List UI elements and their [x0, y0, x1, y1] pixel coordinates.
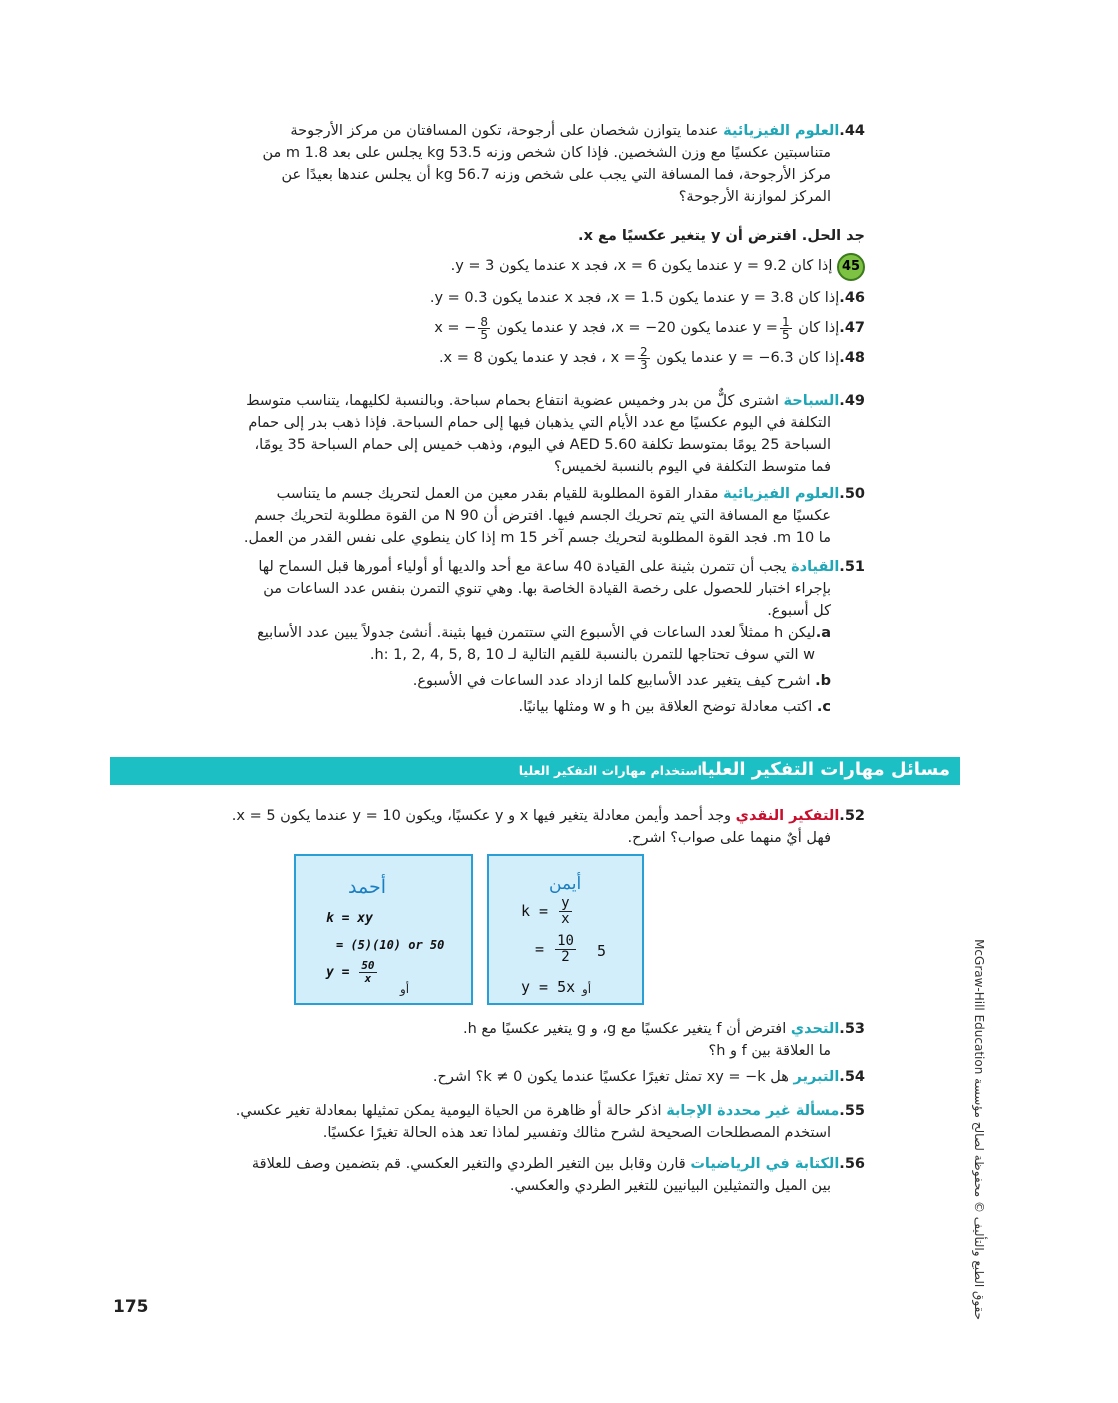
problem-text: كل أسبوع.	[767, 603, 831, 619]
denominator: 2	[561, 949, 570, 965]
problem-number: 51.	[839, 559, 865, 575]
problem-number: 55.	[839, 1103, 865, 1119]
math-expression	[610, 344, 652, 372]
student-name: أحمد	[348, 876, 386, 898]
topic-label: القيادة	[791, 559, 840, 575]
fraction	[478, 316, 490, 341]
problem-number: 54.	[839, 1069, 865, 1085]
ayman-solution-card	[487, 854, 644, 1005]
work-text: y =	[326, 965, 350, 980]
math-text: y =	[752, 320, 778, 336]
problem-text: قارن وقابل بين التغير الطردي والتغير العكسي. قم بتضمين وصف للعلاقة	[251, 1156, 686, 1172]
numerator: 1	[781, 314, 790, 329]
problem-number: 56.	[839, 1156, 865, 1172]
problem-47	[434, 313, 865, 343]
topic-label: العلوم الفيزيائية	[723, 486, 840, 502]
problem-number: 46.	[839, 290, 865, 306]
problem-52	[195, 805, 865, 849]
fraction	[638, 346, 650, 371]
problem-text: التكلفة في اليوم عكسيًا مع عدد الأيام التي يذهبان فيها إلى حمام السباحة. فإذا ذهب بدر إلى حمام	[248, 415, 831, 431]
or-label: أو	[582, 982, 592, 996]
problem-text: اذكر حالة أو ظاهرة من الحياة اليومية يمكن تمثيلها بمعادلة تغير عكسي.	[235, 1103, 662, 1119]
problem-text: مركز الأرجوحة، فما المسافة التي يجب على شخص وزنه 56.7 kg أن يجلس عندها بعيدًا عن	[281, 167, 831, 183]
problem-number: 52.	[839, 808, 865, 824]
problem-text: متناسبتين عكسيًا مع وزن الشخصين. فإذا كان شخص وزنه 53.5 kg يجلس على بعد 1.8 m من	[262, 145, 831, 161]
problem-text: إذا كان	[798, 320, 840, 336]
problem-text: مقدار القوة المطلوبة للقيام بقدر معين من العمل لتحريك جسم ما يتناسب	[276, 486, 719, 502]
problem-44	[225, 120, 865, 208]
fraction	[555, 934, 576, 965]
solve-heading: جد الحل. افترض أن y يتغير عكسيًا مع x.	[578, 228, 865, 244]
work-text: k =	[521, 902, 549, 920]
denominator: 5	[480, 327, 488, 342]
problem-text: هل xy = −k تمثل تغيرًا عكسيًا عندما يكون k ≠ 0؟ اشرح.	[432, 1069, 789, 1085]
problem-number: 49.	[839, 393, 865, 409]
problem-number: 53.	[839, 1021, 865, 1037]
numerator: 8	[480, 314, 488, 329]
problem-number: 47.	[839, 320, 865, 336]
problem-text: عكسيًا مع المسافة التي يتم تحريك الجسم فيها. افترض أن 90 N من القوة مطلوبة لتحريك جسم	[254, 508, 831, 524]
denominator: x	[561, 911, 570, 927]
problem-text: عندما يتوازن شخصان على أرجوحة، تكون المسافتان من مركز الأرجوحة	[290, 123, 719, 139]
denominator: 3	[639, 357, 648, 372]
topic-label: العلوم الفيزيائية	[723, 123, 840, 139]
problem-50	[195, 483, 865, 549]
problem-text: w التي سوف تحتاجها للتمرن بالنسبة للقيم التالية لـ h: 1, 2, 4, 5, 8, 10.	[369, 647, 815, 663]
work-line	[326, 960, 379, 985]
problem-text: يجب أن تتمرن بثينة على القيادة 40 ساعة مع أحد والديها أو أولياء أمورها قبل السماح لها	[258, 559, 787, 575]
work-line: y = 5x	[521, 978, 576, 996]
part-letter: c.	[816, 699, 831, 715]
problem-45-badge: 45	[837, 253, 865, 281]
topic-label: التحدي	[790, 1021, 840, 1037]
or-label: أو	[400, 982, 410, 996]
banner-title: مسائل مهارات التفكير العليا	[700, 759, 950, 780]
problem-text: وجد أحمد وأيمن معادلة يتغير فيها x و y عكسيًا، ويكون y = 10 عندما يكون x = 5.	[231, 808, 732, 824]
math-text: x = −	[434, 320, 477, 336]
part-letter: a.	[815, 625, 831, 641]
problem-number: 50.	[839, 486, 865, 502]
math-text: x =	[610, 350, 636, 366]
fraction	[359, 960, 376, 985]
denominator: x	[364, 972, 372, 985]
topic-label: السباحة	[783, 393, 840, 409]
ahmed-solution-card	[294, 854, 473, 1005]
fraction	[780, 316, 792, 341]
problem-text: اشترى كلٌّ من بدر وخميس عضوية انتفاع بحمام سباحة. وبالنسبة لكليهما، يتناسب متوسط	[246, 393, 779, 409]
problem-text: ما 10 m. فجد القوة المطلوبة لتحريك جسم آخر 15 m إذا كان ينطوي على نفس القدر من العمل.	[243, 530, 831, 546]
problem-number: 44.	[839, 123, 865, 139]
problem-55	[195, 1100, 865, 1144]
problem-text: استخدم المصطلحات الصحيحة لشرح مثالك وتفسير لماذا تعد هذه الحالة تغيرًا عكسيًا.	[322, 1125, 831, 1141]
work-annotation: 5	[597, 942, 607, 960]
fraction	[559, 896, 571, 927]
topic-label: الكتابة في الرياضيات	[690, 1156, 840, 1172]
topic-label: التفكير النقدي	[735, 808, 840, 824]
hots-banner	[110, 757, 960, 785]
numerator: 2	[639, 344, 648, 359]
numerator: 50	[361, 959, 375, 972]
problem-text: ليكن h ممثلاً لعدد الساعات في الأسبوع التي ستتمرن فيها بثينة. أنشئ جدولاً يبين عدد الأسابيع	[257, 625, 816, 641]
numerator: 10	[557, 933, 574, 949]
work-line: k = xy	[326, 911, 373, 926]
problem-48	[439, 343, 865, 373]
problem-text: بإجراء اختبار للحصول على رخصة القيادة الخاصة بها. وهي تنوي التمرن بنفس عدد الساعات من	[263, 581, 831, 597]
problem-46	[430, 287, 865, 309]
topic-label: مسألة غير محددة الإجابة	[666, 1103, 840, 1119]
problem-56	[195, 1153, 865, 1197]
work-line	[521, 896, 574, 927]
problem-text: اشرح كيف يتغير عدد الأسابيع كلما ازداد عدد الساعات في الأسبوع.	[412, 673, 811, 689]
problem-number: 48.	[839, 350, 865, 366]
problem-text: اكتب معادلة توضح العلاقة بين h و w ومثلها بيانيًا.	[518, 699, 813, 715]
problem-text: إذا كان y = 9.2 عندما يكون x = 6، فجد x عندما يكون y = 3.	[450, 258, 833, 274]
problem-text: السباحة 25 يومًا بمتوسط تكلفة AED 5.60 في اليوم، وذهب خميس إلى حمام السباحة 35 يومًا،	[254, 437, 831, 453]
problem-text: فهل أيٌ منهما على صواب؟ اشرح.	[627, 830, 831, 846]
problem-text: إذا كان y = −6.3 عندما يكون	[656, 350, 840, 366]
student-name: أيمن	[549, 874, 582, 894]
topic-label: التبرير	[793, 1069, 840, 1085]
math-expression	[434, 314, 492, 342]
problem-text: افترض أن f يتغير عكسيًا مع g، و g يتغير عكسيًا مع h.	[463, 1021, 787, 1037]
problem-45	[451, 253, 865, 281]
problem-51	[195, 556, 865, 718]
problem-text: إذا كان y = 3.8 عندما يكون x = 1.5، فجد x عندما يكون y = 0.3.	[429, 290, 840, 306]
problem-text: ، فجد y عندما يكون x = 8.	[438, 350, 606, 366]
side-copyright: حقوق الطبع والتأليف © محفوظة لصالح مؤسسة McGraw-Hill Education	[972, 939, 986, 1320]
part-letter: b.	[815, 673, 831, 689]
problem-54	[433, 1066, 865, 1088]
work-line: = (5)(10) or 50	[336, 938, 445, 952]
work-line	[535, 934, 578, 965]
page-number: 175	[113, 1297, 149, 1317]
math-expression	[752, 314, 794, 342]
work-text: =	[535, 940, 545, 958]
problem-text: بين الميل والتمثيلين البيانيين للتغير الطردي والعكسي.	[509, 1178, 831, 1194]
problem-text: المركز لموازنة الأرجوحة؟	[678, 189, 831, 205]
problem-53	[195, 1018, 865, 1062]
problem-text: فما متوسط التكلفة في اليوم بالنسبة لخميس؟	[553, 459, 831, 475]
problem-49	[195, 390, 865, 478]
denominator: 5	[781, 327, 790, 342]
banner-subtitle: استخدام مهارات التفكير العليا	[518, 763, 702, 778]
problem-text: ما العلاقة بين f و h؟	[708, 1043, 831, 1059]
numerator: y	[561, 895, 570, 911]
problem-text: عندما يكون x = −20، فجد y عندما يكون	[496, 320, 748, 336]
